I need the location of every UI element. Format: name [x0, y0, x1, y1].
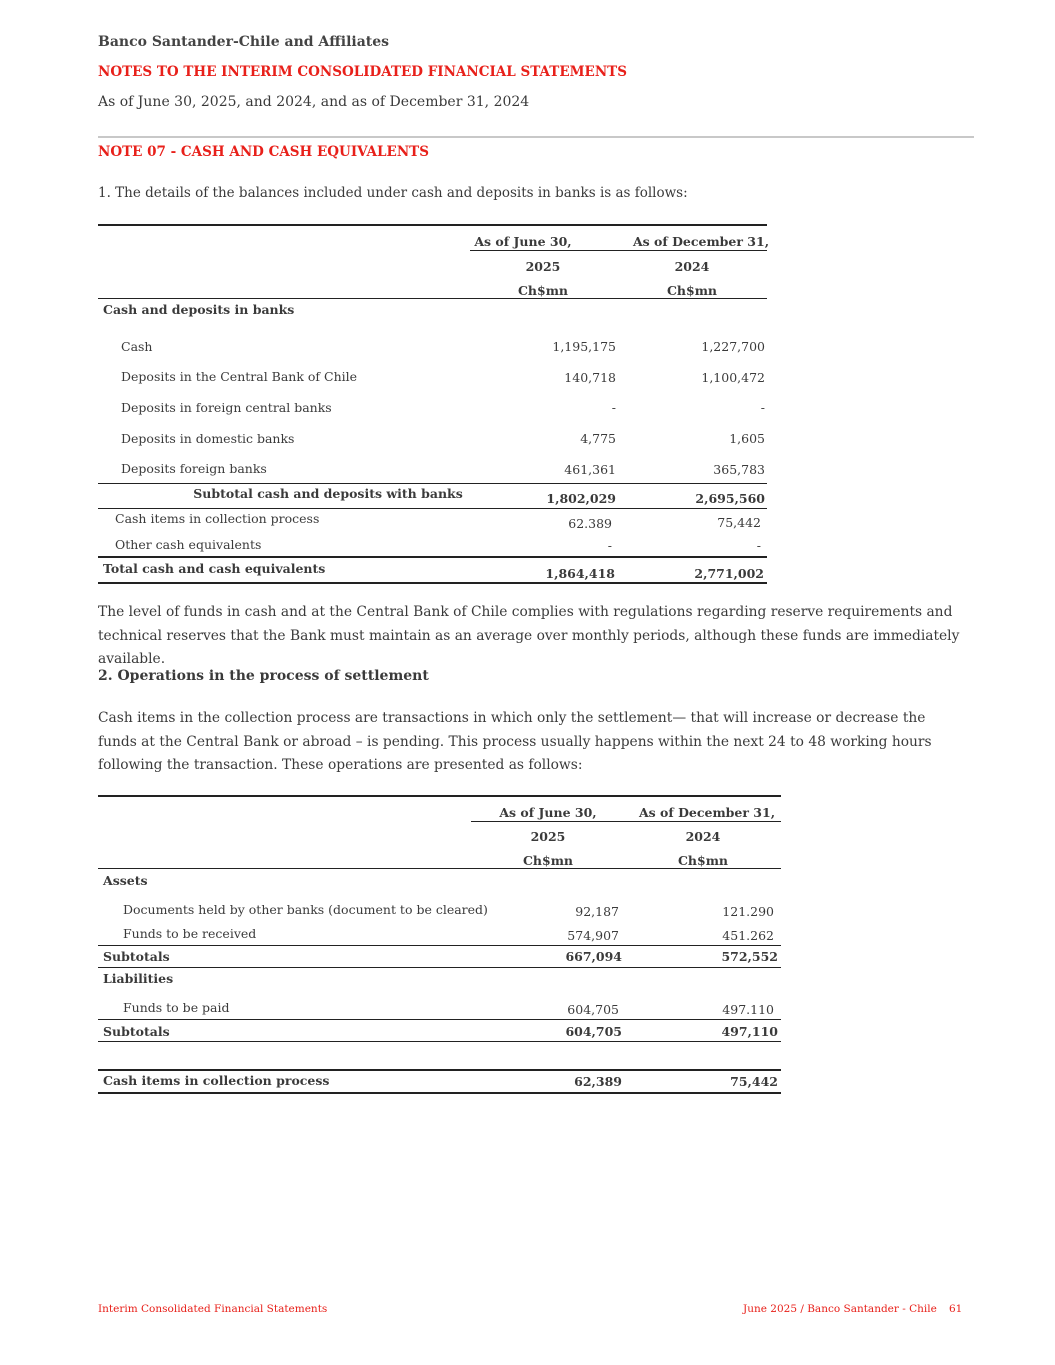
liabilities-subtotal-2025: 604,705 — [565, 1024, 622, 1039]
row-value-2024: 451.262 — [722, 928, 774, 943]
row-label: Deposits in foreign central banks — [121, 400, 332, 415]
row-value-2025: 574,907 — [567, 928, 619, 943]
company-name: Banco Santander-Chile and Affiliates — [98, 34, 390, 50]
row-value-2025: 1,195,175 — [552, 339, 616, 354]
subtotal-value-2025: 1,802,029 — [546, 491, 616, 506]
col-unit-2: Ch$mn — [677, 853, 729, 868]
liabilities-subtotal-label: Subtotals — [103, 1024, 170, 1039]
row-value-2024: 365,783 — [713, 462, 765, 477]
note-title: NOTE 07 - CASH AND CASH EQUIVALENTS — [98, 144, 429, 160]
row-value-2024: 1,605 — [729, 431, 765, 446]
row-label: Cash items in collection process — [115, 511, 320, 526]
row-value-2024: 75,442 — [717, 515, 761, 530]
assets-subtotal-rule — [98, 945, 781, 946]
section-2-title: 2. Operations in the process of settlement — [98, 668, 429, 684]
assets-subtotal-2024: 572,552 — [721, 949, 778, 964]
table-top-rule — [98, 795, 781, 797]
assets-subtotal-bottom-rule — [98, 967, 781, 968]
row-value-2024: - — [760, 400, 765, 415]
row-label: Other cash equivalents — [115, 537, 262, 552]
col-unit-1: Ch$mn — [522, 853, 574, 868]
subtotal-bottom-rule — [98, 508, 767, 509]
header-divider — [98, 136, 974, 138]
table-top-rule — [98, 224, 767, 226]
subtotal-value-2024: 2,695,560 — [695, 491, 765, 506]
col-unit-1: Ch$mn — [517, 283, 569, 298]
row-value-2025: 4,775 — [580, 431, 616, 446]
total-value-2025: 1,864,418 — [545, 566, 615, 581]
row-value-2025: 461,361 — [564, 462, 616, 477]
paragraph-reserves: The level of funds in cash and at the Central Bank of Chile complies with regulations regarding reserve requirements and technical reserves that the Bank must maintain as an average over monthly periods, although these funds are immediately available. — [98, 604, 960, 667]
col-head-june: As of June 30, — [474, 234, 572, 249]
row-value-2024: 497.110 — [722, 1002, 774, 1017]
total-label: Total cash and cash equivalents — [103, 561, 326, 576]
cash-table — [98, 224, 770, 586]
row-label: Documents held by other banks (document to be cleared) — [123, 902, 488, 917]
liabilities-subtotal-rule — [98, 1019, 781, 1020]
total-top-rule — [98, 1069, 781, 1071]
col-head-underline — [471, 821, 781, 822]
total-bottom-rule — [98, 582, 767, 584]
total-value-2024: 75,442 — [730, 1074, 778, 1089]
footer-left: Interim Consolidated Financial Statements — [98, 1303, 328, 1315]
row-value-2024: - — [756, 538, 761, 553]
row-label: Cash — [121, 339, 153, 354]
subtotal-top-rule — [98, 483, 767, 484]
row-value-2025: 92,187 — [575, 904, 619, 919]
assets-subtotal-2025: 667,094 — [565, 949, 622, 964]
row-label: Deposits in the Central Bank of Chile — [121, 369, 358, 384]
liabilities-subtotal-bottom-rule — [98, 1041, 781, 1042]
section-label: Cash and deposits in banks — [103, 302, 295, 317]
total-bottom-rule — [98, 1092, 781, 1094]
col-head-december: As of December 31, — [632, 234, 770, 249]
total-value-2025: 62,389 — [574, 1074, 622, 1089]
assets-label: Assets — [103, 873, 148, 888]
row-value-2025: 140,718 — [564, 370, 616, 385]
liabilities-label: Liabilities — [103, 971, 174, 986]
paragraph-settlement: Cash items in the collection process are transactions in which only the settlement— that will increase or decrease the funds at the Central Bank or abroad – is pending. This process usually happens within the next 24 to 48 working hours following the transaction. These operations are presented as follows: — [98, 710, 932, 773]
row-value-2024: 1,227,700 — [701, 339, 765, 354]
row-label: Funds to be received — [123, 926, 257, 941]
subtotal-label: Subtotal cash and deposits with banks — [193, 486, 463, 501]
col-year-2024: 2024 — [685, 829, 721, 844]
row-label: Funds to be paid — [123, 1000, 230, 1015]
notes-title: NOTES TO THE INTERIM CONSOLIDATED FINANCIAL STATEMENTS — [98, 64, 627, 80]
header-bottom-rule — [98, 868, 781, 869]
total-value-2024: 2,771,002 — [694, 566, 764, 581]
row-value-2025: 604,705 — [567, 1002, 619, 1017]
liabilities-subtotal-2024: 497,110 — [721, 1024, 778, 1039]
col-unit-2: Ch$mn — [666, 283, 718, 298]
row-value-2025: 62.389 — [568, 516, 612, 531]
row-label: Deposits in domestic banks — [121, 431, 295, 446]
col-head-underline — [470, 250, 767, 251]
row-label: Deposits foreign banks — [121, 461, 267, 476]
row-value-2024: 1,100,472 — [701, 370, 765, 385]
as-of-date: As of June 30, 2025, and 2024, and as of December 31, 2024 — [98, 94, 530, 110]
col-head-june: As of June 30, — [499, 805, 597, 820]
settlement-table — [98, 795, 781, 1097]
footer-right: June 2025 / Banco Santander - Chile — [743, 1303, 937, 1315]
col-year-2025: 2025 — [530, 829, 566, 844]
total-top-rule — [98, 556, 767, 558]
header-bottom-rule — [98, 298, 767, 299]
col-year-2025: 2025 — [525, 259, 561, 274]
col-head-december: As of December 31, — [638, 805, 776, 820]
col-year-2024: 2024 — [674, 259, 710, 274]
page-number: 61 — [949, 1303, 963, 1315]
row-value-2025: - — [607, 538, 612, 553]
assets-subtotal-label: Subtotals — [103, 949, 170, 964]
row-value-2024: 121.290 — [722, 904, 774, 919]
total-label: Cash items in collection process — [103, 1073, 330, 1088]
item-1-intro: 1. The details of the balances included under cash and deposits in banks is as follows: — [98, 185, 688, 201]
row-value-2025: - — [611, 400, 616, 415]
